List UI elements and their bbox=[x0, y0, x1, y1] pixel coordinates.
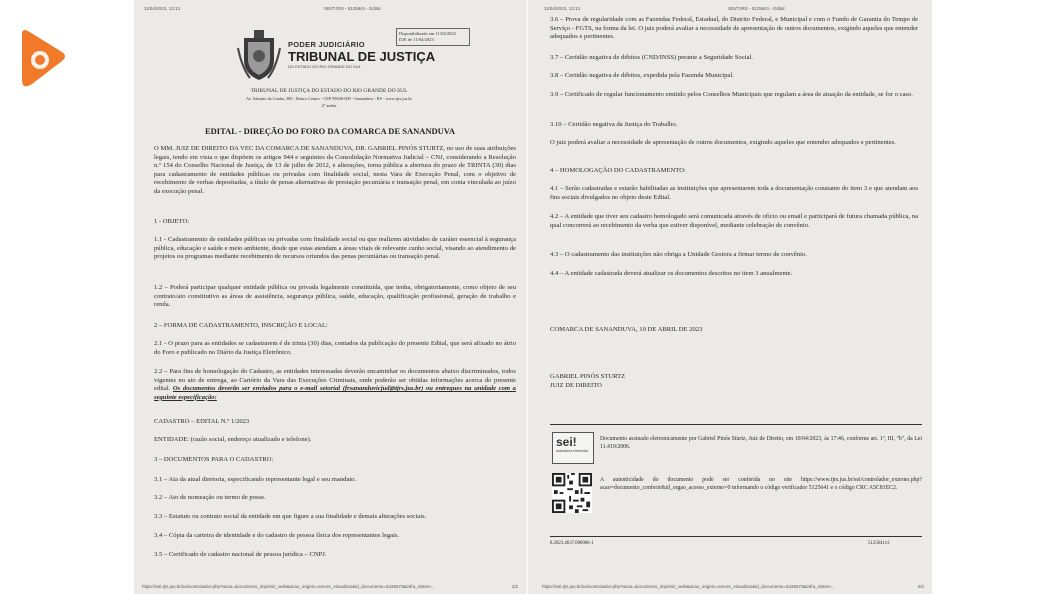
document-version: 5125641v2 bbox=[868, 541, 890, 546]
place-date: COMARCA DE SANANDUVA, 10 DE ABRIL DE 2023 bbox=[550, 326, 703, 333]
page-header-title: SEI/TJRS - 5125641 - Edital bbox=[728, 6, 785, 11]
sei-caption: assinatura eletrônica bbox=[556, 449, 589, 453]
item-1-1: 1.1 - Cadastramento de entidades públicas ou privadas com finalidade social ou que realizem atividades de caráter essencial à segurança pública, educação e saúde e meio ambiente, desde que estas atendam a áreas vitais de relevante cunho social, visando ao atendimento de projetos ou programas mediante recebimento de recursos oriundos das penas pecuniárias ou transação penal. bbox=[154, 236, 516, 261]
org-name-line1: PODER JUDICIÁRIO bbox=[288, 40, 365, 49]
edital-title: EDITAL - DIREÇÃO DO FORO DA COMARCA DE SANANDUVA bbox=[205, 126, 455, 136]
signer-name: GABRIEL PINÓS STURTZ bbox=[550, 373, 626, 380]
signer-role: JUIZ DE DIREITO bbox=[550, 382, 602, 389]
address-line2: Av. Salzano da Cunha, 300 - Bairro Centro - CEP 99640-000 - Sananduva - RS - www.tjrs.jus.br bbox=[246, 96, 412, 101]
document-page-2 bbox=[528, 0, 932, 594]
section2-title: 2 – FORMA DE CADASTRAMENTO, INSCRIÇÃO E LOCAL: bbox=[154, 322, 328, 329]
item-3-3: 3.3 – Estatuto ou contrato social da entidade em que figure a sua finalidade e demais alterações sociais. bbox=[154, 513, 427, 520]
section4-title: 4 – HOMOLOGAÇÃO DO CADASTRAMENTO: bbox=[550, 167, 686, 174]
page-footer-url: https://sei.tjrs.jus.br/sei/controlador.php?acao=documento_imprimir_web&acao_origem=arvore_visualizar&id_documento=5426573&infra_sistem... bbox=[142, 584, 435, 589]
sei-signature-seal bbox=[552, 432, 594, 464]
entidade-line: ENTIDADE: (razão social, endereço atualizado e telefone). bbox=[154, 436, 312, 443]
item-3-10: 3.10 – Certidão negativa da Justiça do Trabalho. bbox=[550, 121, 678, 128]
signature-bottom-rule bbox=[550, 536, 922, 537]
item-3-1: 3.1 – Ata da atual diretoria, especificando representante legal e seu mandato. bbox=[154, 476, 357, 483]
page-footer-url: https://sei.tjrs.jus.br/sei/controlador.php?acao=documento_imprimir_web&acao_origem=arvore_visualizar&id_documento=5426573&infra_sistem... bbox=[542, 584, 835, 589]
item-4-1: 4.1 – Serão cadastradas e estarão habilitadas as instituições que apresentarem toda a documentação constante do item 3 e que atendam aos fins sociais divulgados no objeto deste Edital. bbox=[550, 185, 918, 201]
address-line1: TRIBUNAL DE JUSTIÇA DO ESTADO DO RIO GRANDE DO SUL bbox=[250, 88, 408, 94]
org-name-line3: DO ESTADO DO RIO GRANDE DO SUL bbox=[288, 64, 361, 69]
judge-note: O juiz poderá avaliar a necessidade de apresentação de outros documentos, exigindo aqueles que entender adequados e pertinentes. bbox=[550, 139, 896, 146]
publication-stamp bbox=[396, 28, 470, 46]
app-logo-icon bbox=[18, 28, 68, 90]
signature-statement: Documento assinado eletronicamente por Gabriel Pinós Sturtz, Juiz de Direito, em 10/04/2023, às 17:46, conforme art. 1º, III, "b", da Lei 11.419/2006. bbox=[600, 436, 922, 450]
cadastro-line: CADASTRO – EDITAL N.º 1/2023 bbox=[154, 418, 250, 425]
item-2-1: 2.1 - O prazo para as entidades se cadastrarem é de trinta (30) dias, contados da publicação do presente Edital, que será afixado no átrio do Foro e publicado no Diário da Justiça Eletrônico. bbox=[154, 340, 516, 356]
item-4-3: 4.3 – O cadastramento das instituições não obriga a Unidade Gestora a firmar termo de convênio. bbox=[550, 251, 807, 258]
item-2-2-text: 2.2 – Para fins de homologação do Cadastro, as entidades interessadas deverão encaminhar os documentos abaixo discriminados, todos vigentes no ato de entrega, ao Cartório da Vara das Execuções Criminais, onde poderão ser obtidas informações acerca do presente edital. bbox=[154, 368, 516, 393]
item-4-2: 4.2 – A entidade que tiver seu cadastro homologado será comunicada através de ofício ou email e participará de futura chamada pública, na qual concorrerá ao recebimento da verba que estiver disponível, mediante celebração de convênio. bbox=[550, 213, 918, 229]
item-3-5: 3.5 – Certificado de cadastro nacional de pessoa jurídica – CNPJ. bbox=[154, 551, 327, 558]
page-header-title: SEI/TJRS - 5125641 - Edital bbox=[324, 6, 381, 11]
item-4-4: 4.4 – A entidade cadastrada deverá atualizar os documentos descritos no item 3 anualmente. bbox=[550, 270, 793, 277]
section1-title: 1 - OBJETO: bbox=[154, 218, 190, 225]
item-3-8: 3.8 – Certidão negativa de débitos, expedida pela Fazenda Municipal. bbox=[550, 72, 734, 79]
item-3-9: 3.9 – Certificado de regular funcionamento emitido pelos Conselhos Municipais que regulam a área de atuação da entidade, se for o caso. bbox=[550, 91, 913, 98]
page-footer-number: 1/2 bbox=[511, 584, 518, 589]
authenticity-statement: A autenticidade do documento pode ser conferida no site https://www.tjrs.jus.br/sei/controlador_externo.php?acao=documento_conferir&id_orgao_acesso_externo=0 informando o código verificador 5125641 e o código CRC A5C81EC2. bbox=[600, 477, 922, 491]
stamp-line1: Disponibilizado em 11/04/2023 bbox=[399, 31, 456, 36]
signature-top-rule bbox=[550, 424, 922, 425]
item-1-2: 1.2 – Poderá participar qualquer entidade pública ou privada legalmente constituída, que tenha, obrigatoriamente, como objeto de seu contrato/ato constitutivo as áreas de assistência, segurança pública, saúde, educação, qualificação profissional, geração de trabalho e renda. bbox=[154, 284, 516, 309]
org-name-line2: TRIBUNAL DE JUSTIÇA bbox=[288, 49, 436, 64]
item-2-2 bbox=[154, 368, 516, 402]
qr-code-icon bbox=[552, 472, 592, 514]
page-footer-number: 2/2 bbox=[917, 584, 924, 589]
item-3-4: 3.4 – Cópia da carteira de identidade e do cadastro de pessoa física dos representantes legais. bbox=[154, 532, 400, 539]
item-3-6: 3.6 – Prova de regularidade com as Fazendas Federal, Estadual, do Distrito Federal, e Municipal e com o Fundo de Garantia do Tempo de Serviço - FGTS, na forma da lei. O juiz poderá avaliar a necessidade de apresentação de outros documentos, exigindo aqueles que entender adequados e pertinentes. bbox=[550, 16, 918, 41]
page-header-date: 11/04/2023, 13:13 bbox=[144, 6, 180, 11]
process-number: 8.2023.4637.000006-1 bbox=[550, 541, 594, 546]
sei-logo-text: sei! bbox=[556, 435, 577, 449]
document-page-1 bbox=[134, 0, 526, 594]
page-header-date: 11/04/2023, 13:13 bbox=[544, 6, 580, 11]
stamp-line2: DJE de 11/04/2023 bbox=[399, 37, 434, 42]
item-2-2-emphasis: Os documentos deverão ser enviados para o e-mail setorial (frsananduvicjud@tjrs.jus.br) ou entregues na unidade com a seguinte especificação: bbox=[154, 385, 516, 401]
address-line3: 2º andar bbox=[321, 103, 337, 108]
section3-title: 3 – DOCUMENTOS PARA O CADASTRO: bbox=[154, 456, 274, 463]
item-3-7: 3.7 – Certidão negativa de débitos (CND/INSS) perante a Seguridade Social. bbox=[550, 54, 753, 61]
item-3-2: 3.2 – Ato de nomeação ou termo de posse. bbox=[154, 494, 266, 501]
intro-paragraph: O MM. JUIZ DE DIREITO DA VEC DA COMARCA DE SANANDUVA, DR. GABRIEL PINÓS STURTZ, no uso de suas atribuições legais, tendo em vista o que dispõem os artigos 944 e seguintes da Consolidação Normativa Judicial – CNJ, considerando a Resolução n.º 154 do Conselho Nacional de Justiça, de 13 de julho de 2012, e alterações, torna pública a abertura do prazo de TRINTA (30) dias para cadastramento de entidades públicas ou privadas com finalidade social, nesta Vara de Execução Penal, com o objetivo de recebimento de verbas depositadas, a título de penas alternativas de prestação pecuniária e transação penal, em conta vinculada ao juízo da execução penal. bbox=[154, 145, 516, 195]
state-crest-icon bbox=[236, 28, 282, 82]
